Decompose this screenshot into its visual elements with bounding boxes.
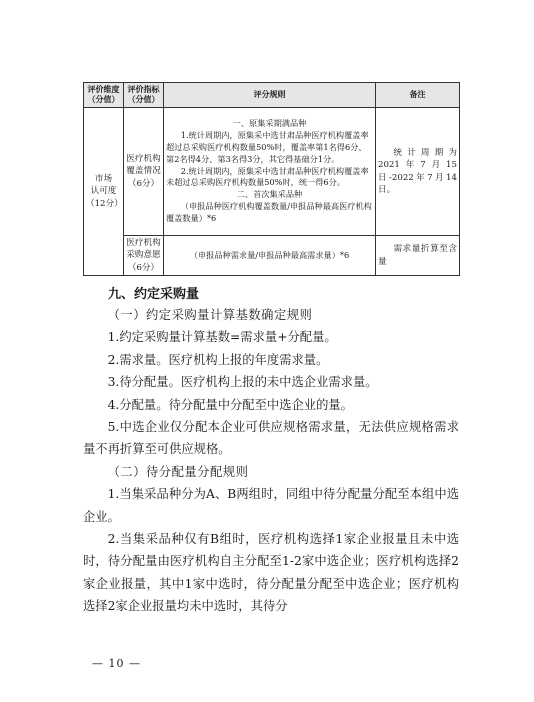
- header-rules: 评分规则: [164, 83, 376, 108]
- rule-line: （申报品种医疗机构覆盖数量/申报品种最高医疗机构覆盖数量）*6: [166, 201, 372, 224]
- header-dimension: 评价维度 （分值）: [84, 83, 124, 108]
- page-number: — 10 —: [92, 657, 141, 670]
- rule-line: 二、首次集采品种: [236, 189, 303, 200]
- dimension-cell: 市场 认可度 （12分）: [84, 108, 124, 276]
- rule-line: 一、原集采期满品种: [232, 117, 307, 128]
- note-willingness: 需求量折算至含量: [376, 236, 460, 276]
- table-header-row: [84, 83, 460, 108]
- paragraph: 1.约定采购量计算基数=需求量+分配量。: [107, 330, 337, 345]
- table-row: [84, 108, 460, 236]
- indicator-coverage: 医疗机构 覆盖情况 （6分）: [124, 108, 164, 236]
- paragraph: 5.中选企业仅分配本企业可供应规格需求量，无法供应规格需求量不再折算至可供应规格。: [83, 420, 459, 457]
- section-title: 九、约定采购量: [108, 287, 200, 302]
- scoring-table: [83, 82, 460, 276]
- table-row: [84, 236, 460, 276]
- note-coverage: 统计周期为2021年7月15日-2022年7月14日。: [376, 108, 460, 236]
- indicator-willingness: 医疗机构 采购意愿 （6分）: [124, 236, 164, 276]
- paragraph: 1.当集采品种分为A、B两组时，同组中待分配量分配至本组中选企业。: [83, 487, 459, 524]
- rule-line: 2.统计周期内，原集采中选甘肃品种医疗机构覆盖率未超过总采购医疗机构数量50%时，统一得6分。: [166, 165, 369, 188]
- subsection-title: （一）约定采购量计算基数确定规则: [107, 308, 313, 322]
- subsection-title: （二）待分配量分配规则: [107, 464, 249, 479]
- rule-line: 1.统计周期内，原集采中选甘肃品种医疗机构覆盖率超过总采购医疗机构数量50%时，覆盖率第1名得6分、第2名得4分、第3名得3分，其它得基础分1分。: [166, 129, 369, 164]
- body-text: [83, 304, 459, 618]
- header-note: 备注: [376, 83, 460, 108]
- paragraph: 2.当集采品种仅有B组时，医疗机构选择1家企业报量且未中选时，待分配量由医疗机构自主分配至1-2家中选企业；医疗机构选择2家企业报量，其中1家中选时，待分配量分配至中选企业；医疗机构选择2家企业报量均未中选时，其待分: [83, 532, 459, 614]
- rules-willingness: （申报品种需求量/申报品种最高需求量）*6: [164, 236, 376, 276]
- header-indicator: 评价指标 （分值）: [124, 83, 164, 108]
- rules-coverage: [164, 108, 376, 236]
- paragraph: 3.待分配量。医疗机构上报的未中选企业需求量。: [107, 375, 378, 390]
- paragraph: 2.需求量。医疗机构上报的年度需求量。: [107, 352, 329, 367]
- paragraph: 4.分配量。待分配量中分配至中选企业的量。: [107, 397, 353, 412]
